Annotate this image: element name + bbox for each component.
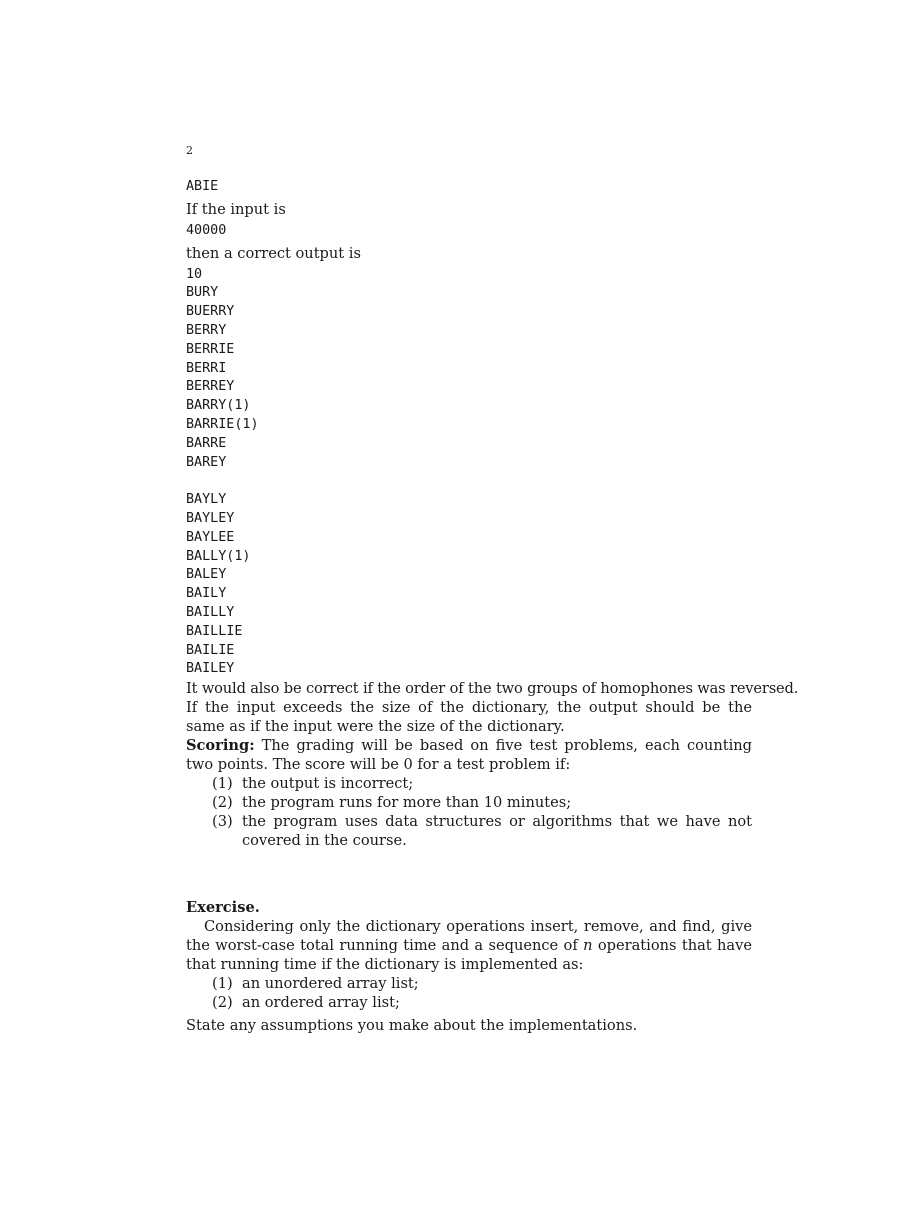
exercise-title: Exercise.: [186, 899, 260, 917]
group2-item: BAILIE: [186, 642, 235, 658]
scoring-paragraph: [186, 736, 752, 774]
group2-item: BAYLEE: [186, 529, 235, 545]
homophone-group-1: [186, 284, 752, 472]
scoring-item: [212, 793, 752, 812]
group2-item: BAYLY: [186, 492, 227, 508]
scoring-label: Scoring:: [186, 737, 255, 755]
exercise-item: [212, 974, 752, 993]
exercise-item: [212, 993, 752, 1012]
note-order: It would also be correct if the order of the two groups of homophones was reversed.: [186, 680, 799, 698]
output-line-top: ABIE: [186, 179, 219, 194]
homophone-group-2: [186, 491, 752, 679]
scoring-item-number: (3): [212, 813, 233, 831]
scoring-item-number: (1): [212, 775, 233, 793]
group2-item: BAILEY: [186, 661, 235, 677]
group1-item: BAREY: [186, 454, 227, 470]
exercise-item-number: (2): [212, 994, 233, 1012]
group2-item: BALLY(1): [186, 548, 251, 564]
group1-item: BARRY(1): [186, 398, 251, 414]
group1-item: BARRIE(1): [186, 416, 259, 432]
group2-item: BALEY: [186, 567, 227, 583]
group1-item: BURY: [186, 285, 219, 301]
exercise-list: [186, 974, 752, 1012]
scoring-item-text: the program uses data structures or algorithms that we have not covered in the course.: [242, 813, 752, 850]
scoring-item-text: the program runs for more than 10 minutes;: [242, 794, 572, 812]
input-intro: If the input is: [186, 200, 286, 218]
exercise-variable: n: [583, 937, 593, 955]
group1-item: BERRIE: [186, 341, 235, 357]
scoring-item: [212, 812, 752, 850]
exercise-paragraph: [186, 917, 752, 974]
group1-item: BARRE: [186, 435, 227, 451]
exercise-text-2: operations that have that running time if the dictionary is implemented as:: [186, 937, 752, 974]
scoring-item-text: the output is incorrect;: [242, 775, 414, 793]
group2-item: BAILLIE: [186, 623, 243, 639]
scoring-item-number: (2): [212, 794, 233, 812]
group2-item: BAILY: [186, 586, 227, 602]
page-number: 2: [186, 144, 193, 157]
exercise-text-1: Considering only the dictionary operations insert, remove, and find, give the worst-case total running time and a sequence of: [186, 918, 752, 955]
group2-item: BAYLEY: [186, 510, 235, 526]
group1-item: BERREY: [186, 379, 235, 395]
group1-item: BERRY: [186, 322, 227, 338]
scoring-text: The grading will be based on five test problems, each counting two points. The score will be 0 for a test problem if:: [186, 737, 752, 774]
group1-item: BUERRY: [186, 304, 235, 320]
output-intro: then a correct output is: [186, 244, 361, 262]
output-count: 10: [186, 266, 203, 282]
page-content: [186, 178, 799, 1035]
exercise-item-text: an ordered array list;: [242, 994, 400, 1012]
group1-item: BERRI: [186, 360, 227, 376]
group2-item: BAILLY: [186, 604, 235, 620]
input-value: 40000: [186, 222, 227, 238]
group-separator: [186, 472, 752, 491]
scoring-list: [186, 774, 752, 850]
exercise-closing: State any assumptions you make about the implementations.: [186, 1017, 638, 1035]
exercise-item-number: (1): [212, 975, 233, 993]
exercise-item-text: an unordered array list;: [242, 975, 419, 993]
scoring-item: [212, 774, 752, 793]
note-exceeds: If the input exceeds the size of the dictionary, the output should be the same as if the input were the size of the dictionary.: [186, 699, 752, 736]
